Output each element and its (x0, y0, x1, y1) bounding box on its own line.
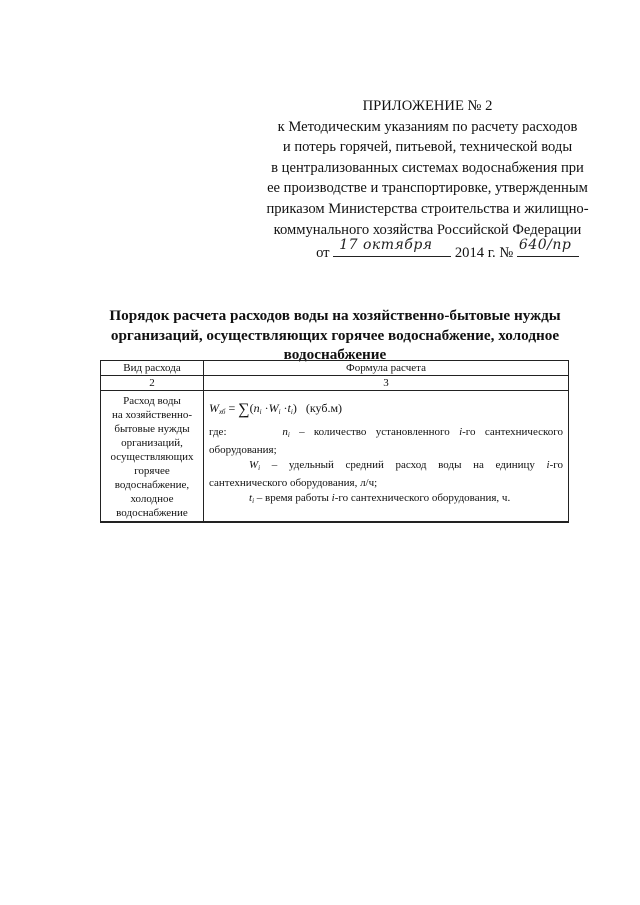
handwritten-date: 17 октября (339, 236, 433, 253)
def-t-sub: i (252, 497, 255, 505)
date-blank (333, 236, 451, 257)
def-n-line-1 (209, 425, 563, 443)
formula-n-sub: i (259, 408, 262, 416)
table-row (101, 391, 569, 523)
def-n-line-2: оборудования; (209, 444, 277, 456)
expense-type-line: горячее (134, 465, 170, 477)
where-label: где: (209, 426, 227, 438)
def-n-i: i (459, 426, 463, 438)
formula-w-sub: i (278, 408, 281, 416)
calculation-table (100, 360, 569, 523)
date-prefix: от (316, 245, 330, 262)
formula-lhs: W (209, 401, 219, 415)
annex-header (240, 96, 615, 264)
header-line-6: коммунального хозяйства Российской Федерации (273, 221, 582, 238)
def-n-symbol: n (282, 426, 288, 438)
expense-type-line: бытовые нужды (114, 423, 190, 435)
expense-type-line: организаций, (121, 437, 183, 449)
col-header-formula: Формула расчета (204, 361, 569, 376)
formula-w: W (268, 401, 279, 415)
def-t-symbol: t (249, 492, 253, 504)
formula-t-sub: i (290, 408, 293, 416)
formula-cell (204, 391, 569, 523)
def-n-text-end: -го сантехнического (462, 426, 564, 438)
expense-type-line: Расход воды (123, 395, 181, 407)
formula-equals: = (228, 401, 236, 415)
annex-title: ПРИЛОЖЕНИЕ № 2 (362, 98, 493, 114)
title-line-1: Порядок расчета расходов воды на хозяйственно-бытовые нужды (109, 307, 561, 324)
def-n-text: – количество установленного (299, 426, 450, 438)
number-blank (517, 236, 579, 257)
def-t-i: i (331, 492, 335, 504)
expense-type-cell (101, 391, 204, 523)
def-t-text: – время работы (256, 492, 329, 504)
expense-type-line: осуществляющих (110, 451, 194, 463)
def-n-sub: i (287, 431, 290, 439)
header-line-2: и потерь горячей, питьевой, технической воды (282, 139, 573, 156)
def-w-line-2: сантехнического оборудования, л/ч; (209, 477, 378, 489)
order-year: 2014 г. № (454, 245, 514, 262)
expense-type-line: холодное (130, 493, 174, 505)
def-t-text-end: -го сантехнического оборудования, ч. (334, 492, 511, 504)
formula-unit: (куб.м) (305, 401, 343, 415)
document-title (100, 306, 570, 365)
col-number-2: 2 (101, 376, 204, 391)
def-w-text: – удельный средний расход воды на единицу (271, 459, 535, 471)
header-line-4: ее производстве и транспортировке, утвержденным (267, 180, 588, 197)
formula-t: t (287, 401, 291, 415)
table-header-row (101, 361, 569, 376)
def-t-line (209, 491, 563, 509)
table-number-row (101, 376, 569, 391)
def-w-sub: i (258, 464, 261, 472)
header-line-5: приказом Министерства строительства и жилищно- (266, 200, 589, 217)
expense-type-line: водоснабжение (116, 507, 188, 519)
def-w-i: i (546, 459, 550, 471)
handwritten-number: 640/пр (518, 236, 572, 253)
water-use-formula: $W_{хб} = \sum(n_i \cdot W_i \cdot t_i)$ (куб.м) (209, 401, 343, 418)
def-w-text-end: -го (549, 459, 564, 471)
header-line-3: в централизованных системах водоснабжения при (271, 159, 584, 176)
title-line-3: водоснабжение (283, 346, 387, 363)
def-w-line-1 (209, 458, 563, 476)
header-line-1: к Методическим указаниям по расчету расходов (277, 118, 578, 135)
formula-definitions (209, 425, 563, 509)
formula-lhs-sub: хб (219, 408, 226, 416)
order-date-line (240, 236, 615, 264)
def-w-symbol: W (249, 459, 259, 471)
sum-symbol: ∑ (238, 401, 250, 418)
formula-n: n (253, 401, 260, 415)
title-line-2: организаций, осуществляющих горячее водоснабжение, холодное (110, 326, 560, 344)
col-header-expense-type: Вид расхода (101, 361, 204, 376)
expense-type-line: на хозяйственно- (111, 409, 193, 421)
col-number-3: 3 (204, 376, 569, 391)
expense-type-line: водоснабжение, (114, 479, 190, 491)
